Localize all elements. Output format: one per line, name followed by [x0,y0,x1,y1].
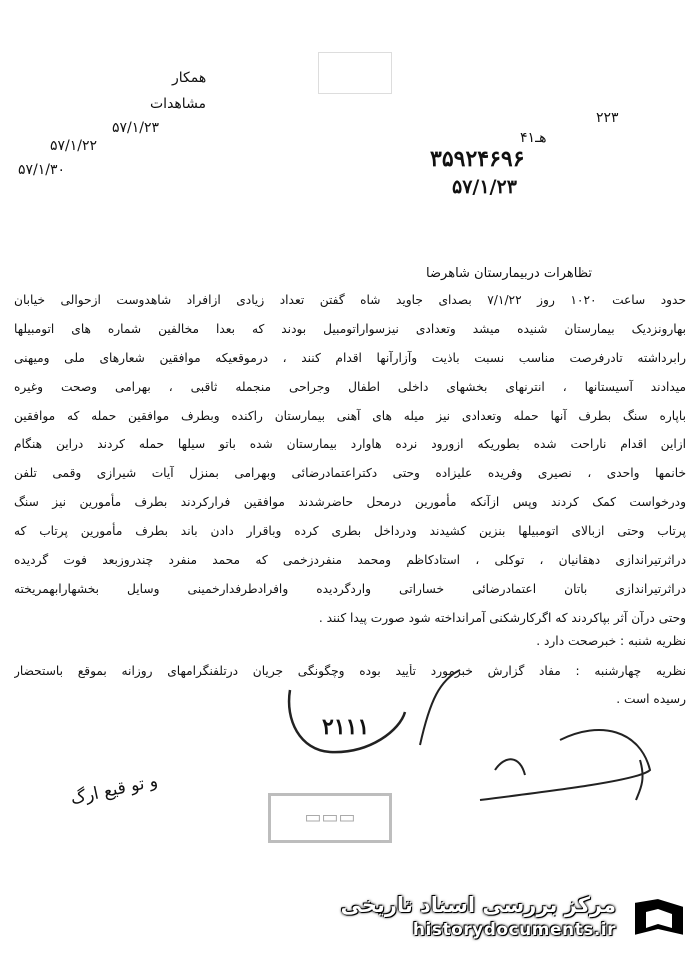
handwritten-number: ۲۱۱۱ [322,714,370,740]
opinion-wednesday-continued: رسیده است . [616,692,686,706]
handwritten-note-left: و تو قیع ارگ [68,771,160,809]
archive-stamp: ▭▭▭ [268,793,392,843]
reference-number: ۲۲۳ [596,110,619,126]
signature-stroke [420,670,460,745]
body-line: وحتی درآن آثر بپاکردند که اگرکارشکنی آمرانداخته شود صورت پیدا کنند . [318,610,686,625]
document-logo-icon [628,892,690,942]
handwritten-date: ۵۷/۱/۲۳ [452,176,517,198]
signature-right [480,730,650,800]
body-line: باپاره سنگ بطرف آنها حمله وتعدادی نیز میله های آهنی بیمارستان راکنده وبطرف موافقین حمله که موافقین [14,408,686,423]
signature-right-tail [636,760,643,800]
body-line: دراثرتیراندازی دهقانیان ، توکلی ، استادکاظم ومحمد منفردزخمی که محمد منفرد چندروزبعد فوت گردیده [14,553,686,568]
header-date-1: ۵۷/۱/۲۳ [112,120,160,136]
body-line: بهارونزدیک بیمارستان شنیده میشد وتعدادی نیزسواراتومبیل بودند که بعدا مخالفین شماره های اتومبیلها [14,321,686,336]
body-line: خانمها واحدی ، نصیری وفریده علیزاده وحتی دکتراعتمادرضائی وبهرامی بمنزل آیات شیرازی وقمی تلفن [14,466,686,481]
body-line: پرتاب وحتی ازبالای اتومبیلها بنزین کشیدند ودرداخل بطری کرده وباقرار دادن باند بطرف مأمورین پرتاب که [14,524,686,539]
handwritten-code: ۳۵۹۲۴۶۹۶ [430,146,525,172]
body-line: دراثرتیراندازی باتان اعتمادرضائی خساراتی واردگردیده وافرادطرفدارخمینی وسایل بخشهارابهمریخته [14,581,686,596]
header-date-3: ۵۷/۱/۳۰ [18,162,66,178]
body-line: رابرداشته تادرفرصت مناسب نسبت باذیت وآزارآنها اقدام کنند ، درموقعیکه موافقین شعارهای ملی ومیهنی [14,350,686,365]
header-date-2: ۵۷/۱/۲۲ [50,138,98,154]
document-title: تظاهرات دربیمارستان شاهرضا [426,266,592,281]
reference-number-2: ۴هـ۱ [520,130,547,146]
opinion-wednesday: نظریه چهارشنبه : مفاد گزارش خبرمورد تأیید بوده وچگونگی جریان درتلفنگرامهای روزانه بموقع باستحضار [14,664,686,678]
header-line-observations: مشاهدات [150,96,207,112]
watermark-org-name: مرکز بررسی اسناد تاریخی [340,893,616,917]
opinion-saturday: نظریه شنبه : خبرصحت دارد . [536,634,686,648]
body-line: میدادند آسیستانها ، انترنهای بخشهای داخلی اطفال وجراحی منجمله ثاقبی ، بهرامی وصحت وغیره [14,379,686,394]
signature-right-mark [495,759,525,775]
watermark-site: historydocuments.ir [412,920,616,940]
header-line-colleague: همکار [172,70,207,86]
body-line: ازاین اقدام ناراحت شده بطوریکه ازورود نرده هاوارد بیمارستان شده باتو سیلها حمله کردند دراین هنگام [14,437,686,452]
body-line: حدود ساعت ۱۰۲۰ روز ۷/۱/۲۲ بصدای جاوید شاه گفتن تعداد زیادی ازافراد شاهدوست ازحوالی خیابان [14,293,686,307]
body-line: ودرخواست کمک کردند وپس ازآنکه مأمورین درمحل حاضرشدند موافقین فرارکردند بطرف مأمورین نیز سنگ [14,495,686,510]
